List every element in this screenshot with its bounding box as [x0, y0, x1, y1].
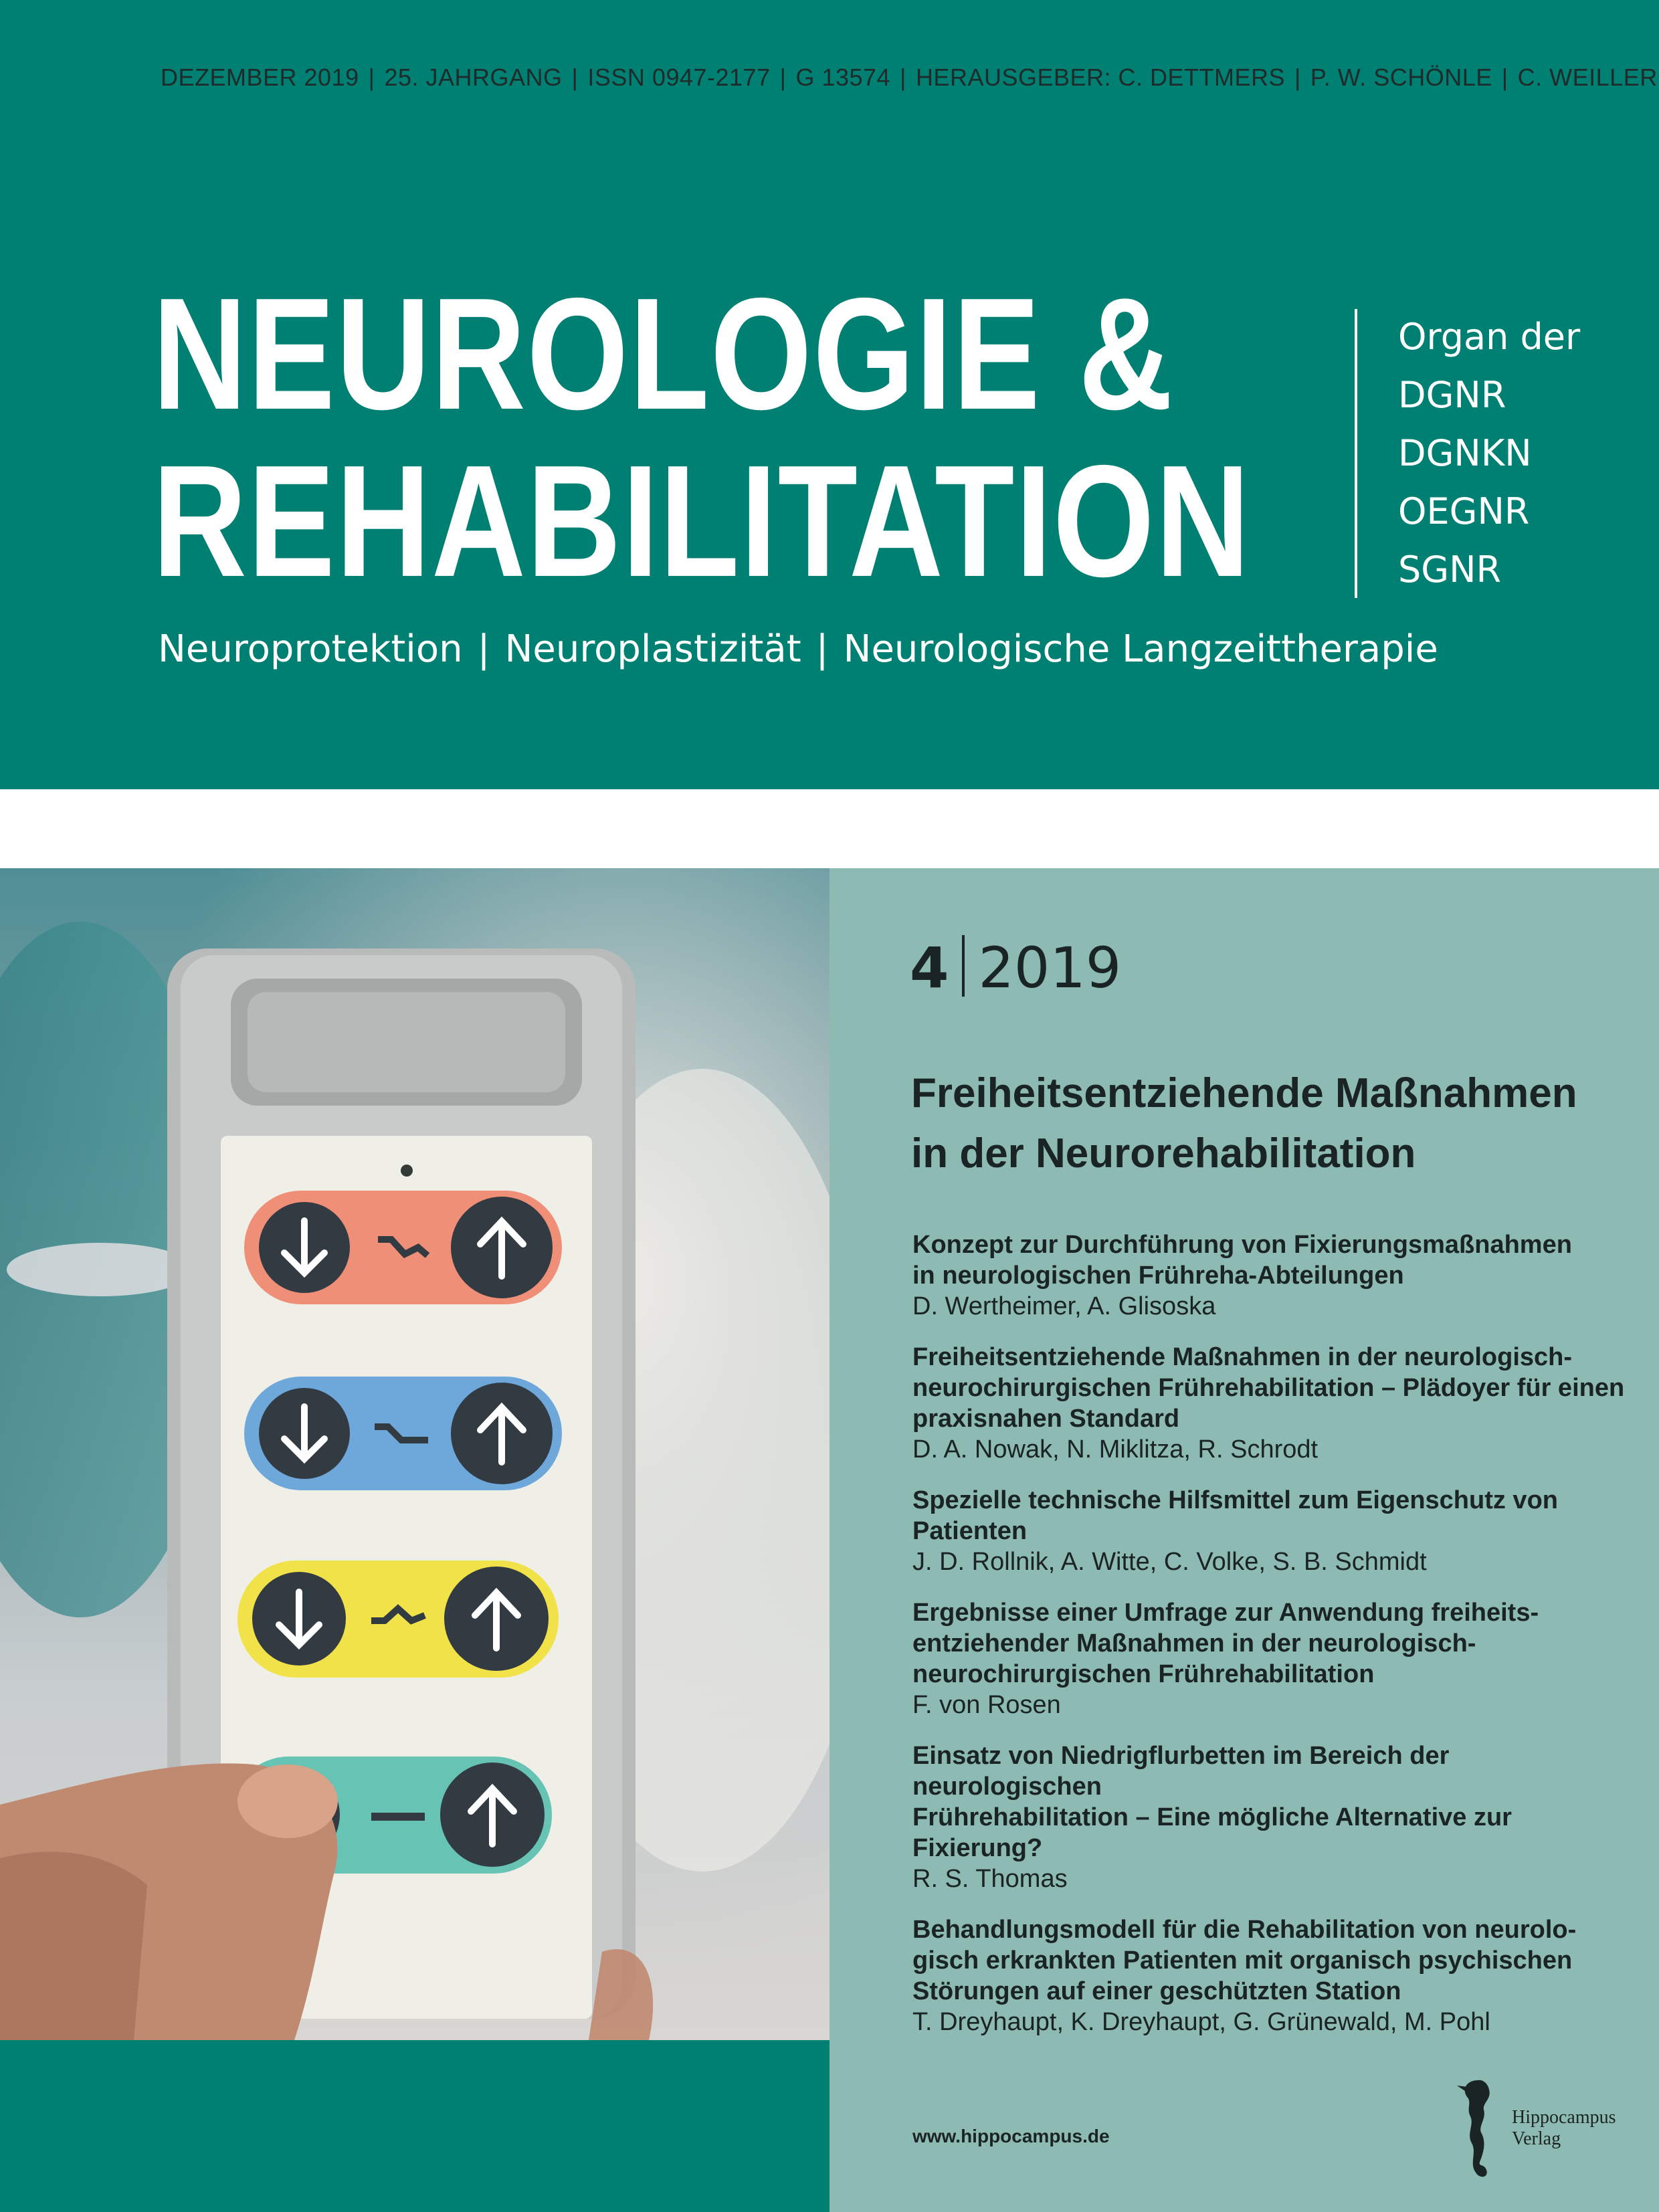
organ-list	[1398, 308, 1580, 599]
organ-society: OEGNR	[1398, 490, 1530, 532]
article-title: Behandlungsmodell für die Rehabilitation von neurolo- gisch erkrankten Patienten mit organisch psychischen Störungen auf einer geschützten Station	[912, 1916, 1577, 2005]
divider	[1355, 309, 1357, 598]
publisher-name-line-2: Verlag	[1512, 2128, 1561, 2149]
article-entry	[912, 1740, 1635, 1894]
article-entry	[912, 1485, 1635, 1577]
journal-subtitle: Neuroprotektion | Neuroplastizität | Neurologische Langzeittherapie	[158, 627, 1438, 671]
cover-header	[0, 0, 1659, 789]
article-title: Spezielle technische Hilfsmittel zum Eigenschutz von Patienten	[912, 1486, 1558, 1545]
article-authors: D. A. Nowak, N. Miklitza, R. Schrodt	[912, 1435, 1319, 1464]
publisher-name	[1512, 2107, 1616, 2150]
article-authors: D. Wertheimer, A. Glisoska	[912, 1292, 1216, 1320]
article-entry	[912, 1914, 1635, 2037]
meta-line: DEZEMBER 2019 | 25. JAHRGANG | ISSN 0947-2177 | G 13574 | HERAUSGEBER: C. DETTMERS | P. W. SCHÖNLE | C. WEILLER	[161, 64, 1658, 91]
meta-g-number: G 13574	[795, 64, 891, 91]
subtitle-item: Neuroprotektion	[158, 627, 463, 671]
issue-number	[910, 935, 1121, 1001]
organ-label: Organ der	[1398, 316, 1581, 358]
seahorse-logo-icon	[1452, 2075, 1505, 2189]
hospital-bed-remote-photo	[0, 868, 830, 2040]
article-title: Konzept zur Durchführung von Fixierungsmaßnahmen in neurologischen Frühreha-Abteilungen	[912, 1231, 1572, 1290]
button-row-yellow	[237, 1561, 559, 1678]
button-row-salmon	[244, 1191, 562, 1304]
footer-band	[0, 2040, 830, 2212]
issue-headline: Freiheitsentziehende Maßnahmen in der Neurorehabilitation	[911, 1070, 1577, 1177]
article-title: Ergebnisse einer Umfrage zur Anwendung freiheits- entziehender Maßnahmen in der neurologisch- neurochirurgischen Frührehabilitation	[912, 1599, 1539, 1688]
remote-illustration	[0, 868, 830, 2040]
journal-title	[153, 266, 1251, 610]
publisher-logo	[1452, 2075, 1616, 2189]
issue-year: 2019	[978, 935, 1122, 1001]
publisher-url[interactable]: www.hippocampus.de	[912, 2126, 1110, 2146]
publisher-name-line-1: Hippocampus	[1512, 2107, 1616, 2128]
article-title: Freiheitsentziehende Maßnahmen in der neurologisch- neurochirurgischen Frührehabilitation – Plädoyer für einen praxisnahen Standard	[912, 1343, 1625, 1433]
article-entry	[912, 1597, 1635, 1720]
article-list	[912, 1229, 1635, 2057]
article-authors: F. von Rosen	[912, 1691, 1061, 1719]
meta-volume: 25. JAHRGANG	[384, 64, 563, 91]
article-authors: R. S. Thomas	[912, 1865, 1068, 1893]
article-authors: T. Dreyhaupt, K. Dreyhaupt, G. Grünewald, M. Pohl	[912, 2008, 1490, 2036]
button-row-blue	[244, 1377, 562, 1490]
article-authors: J. D. Rollnik, A. Witte, C. Volke, S. B. Schmidt	[912, 1548, 1427, 1576]
organ-society: DGNR	[1398, 374, 1506, 416]
meta-editor-2: P. W. SCHÖNLE	[1310, 64, 1492, 91]
journal-title-line-1: NEUROLOGIE &	[153, 266, 1174, 443]
subtitle-item: Neurologische Langzeittherapie	[843, 627, 1438, 671]
subtitle-item: Neuroplastizität	[504, 627, 801, 671]
meta-date: DEZEMBER 2019	[161, 64, 359, 91]
issue-divider	[962, 935, 965, 997]
journal-title-line-2: REHABILITATION	[153, 433, 1251, 610]
article-entry	[912, 1229, 1635, 1322]
meta-issn: ISSN 0947-2177	[587, 64, 771, 91]
meta-editors: HERAUSGEBER: C. DETTMERS	[915, 64, 1286, 91]
article-entry	[912, 1342, 1635, 1465]
organ-society: DGNKN	[1398, 432, 1532, 474]
issue-number-value: 4	[910, 935, 949, 1001]
organ-society: SGNR	[1398, 548, 1502, 591]
meta-editor-3: C. WEILLER	[1517, 64, 1658, 91]
article-title: Einsatz von Niedrigflurbetten im Bereich der neurologischen Frührehabilitation – Eine mögliche Alternative zur Fixierung?	[912, 1742, 1512, 1862]
